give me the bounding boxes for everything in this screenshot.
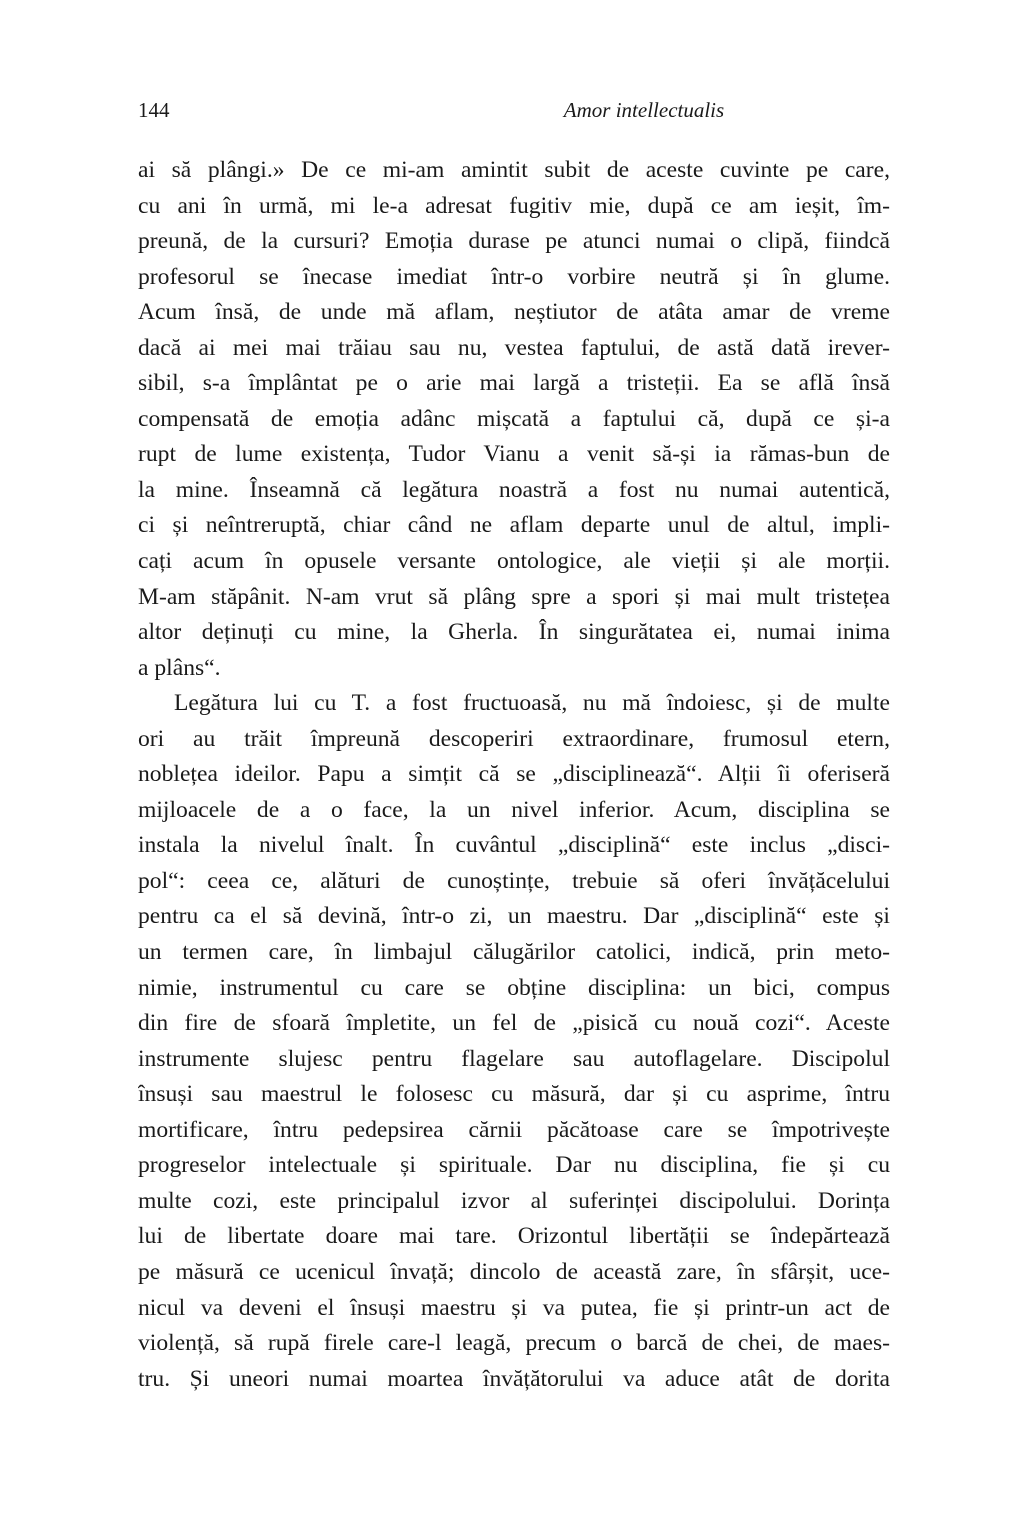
- paragraph-end-line: a plâns“.: [138, 654, 221, 681]
- text-line: pol“: ceea ce, alături de cunoștințe, trebuie să oferi învățăcelului: [138, 867, 890, 894]
- body-text: [138, 153, 890, 1397]
- text-line: ai să plângi.» De ce mi-am amintit subit de aceste cuvinte pe care,: [138, 157, 890, 183]
- text-line: sibil, s-a împlântat pe o arie mai largă a tristeții. Ea se află însă: [138, 370, 890, 397]
- running-title: Amor intellectualis: [563, 98, 725, 122]
- text-line: violență, să rupă firele care-l leagă, precum o barcă de chei, de maes-: [138, 1330, 890, 1357]
- paragraph-first-line: Legătura lui cu T. a fost fructuoasă, nu mă îndoiesc, și de multe: [174, 690, 890, 717]
- text-line: ci și neîntreruptă, chiar când ne aflam departe unul de altul, impli-: [138, 512, 890, 539]
- text-line: la mine. Înseamnă că legătura noastră a fost nu numai autentică,: [138, 476, 890, 503]
- text-line: ori au trăit împreună descoperiri extraordinare, frumosul etern,: [138, 725, 890, 752]
- text-line: altor deținuți cu mine, la Gherla. În singurătatea ei, numai inima: [138, 619, 890, 646]
- text-line: lui de libertate doare mai tare. Orizontul libertății se îndepărtează: [138, 1223, 890, 1250]
- text-line: instala la nivelul înalt. În cuvântul „disciplină“ este inclus „disci-: [138, 832, 890, 859]
- text-line: instrumente slujesc pentru flagelare sau autoflagelare. Discipolul: [138, 1045, 890, 1072]
- text-line: din fire de sfoară împletite, un fel de „pisică cu nouă cozi“. Aceste: [138, 1010, 890, 1037]
- text-line: pe măsură ce ucenicul învață; dincolo de această zare, în sfârșit, uce-: [138, 1258, 890, 1285]
- text-line: însuși sau maestrul le folosesc cu măsură, dar și cu asprime, întru: [138, 1081, 890, 1108]
- text-line: multe cozi, este principalul izvor al suferinței discipolului. Dorința: [138, 1187, 890, 1214]
- text-line: dacă ai mei mai trăiau sau nu, vestea faptului, de astă dată irever-: [138, 334, 890, 361]
- text-line: nimie, instrumentul cu care se obține disciplina: un bici, compus: [138, 974, 890, 1001]
- running-head: [138, 92, 890, 128]
- text-line: tru. Și uneori numai moartea învățătorului va aduce atât de dorita: [138, 1365, 890, 1392]
- text-line: progreselor intelectuale și spirituale. Dar nu disciplina, fie și cu: [138, 1152, 890, 1179]
- text-line: cu ani în urmă, mi le-a adresat fugitiv mie, după ce am ieșit, îm-: [138, 192, 890, 219]
- text-line: Acum însă, de unde mă aflam, neștiutor de atâta amar de vreme: [138, 299, 890, 326]
- text-line: nicul va deveni el însuși maestru și va putea, fie și printr-un act de: [138, 1294, 890, 1321]
- text-line: rupt de lume existența, Tudor Vianu a venit să-și ia rămas-bun de: [138, 441, 890, 468]
- text-line: pentru ca el să devină, într-o zi, un maestru. Dar „disciplină“ este și: [138, 903, 890, 930]
- text-line: M-am stăpânit. N-am vrut să plâng spre a spori și mai mult tristețea: [138, 583, 890, 610]
- text-line: profesorul se înecase imediat într-o vorbire neutră și în glume.: [138, 263, 890, 290]
- text-line: mortificare, întru pedepsirea cărnii păcătoase care se împotrivește: [138, 1116, 890, 1143]
- text-line: un termen care, în limbajul călugărilor catolici, indică, prin meto-: [138, 939, 890, 966]
- text-line: cați acum în opusele versante ontologice, ale vieții și ale morții.: [138, 548, 890, 575]
- text-line: mijloacele de a o face, la un nivel inferior. Acum, disciplina se: [138, 796, 890, 823]
- page-number: 144: [138, 98, 170, 122]
- text-line: compensată de emoția adânc mișcată a faptului că, după ce și-a: [138, 405, 890, 432]
- text-line: preună, de la cursuri? Emoția durase pe atunci numai o clipă, fiindcă: [138, 228, 890, 255]
- text-line: noblețea ideilor. Papu a simțit că se „disciplinează“. Alții îi oferiseră: [138, 761, 890, 788]
